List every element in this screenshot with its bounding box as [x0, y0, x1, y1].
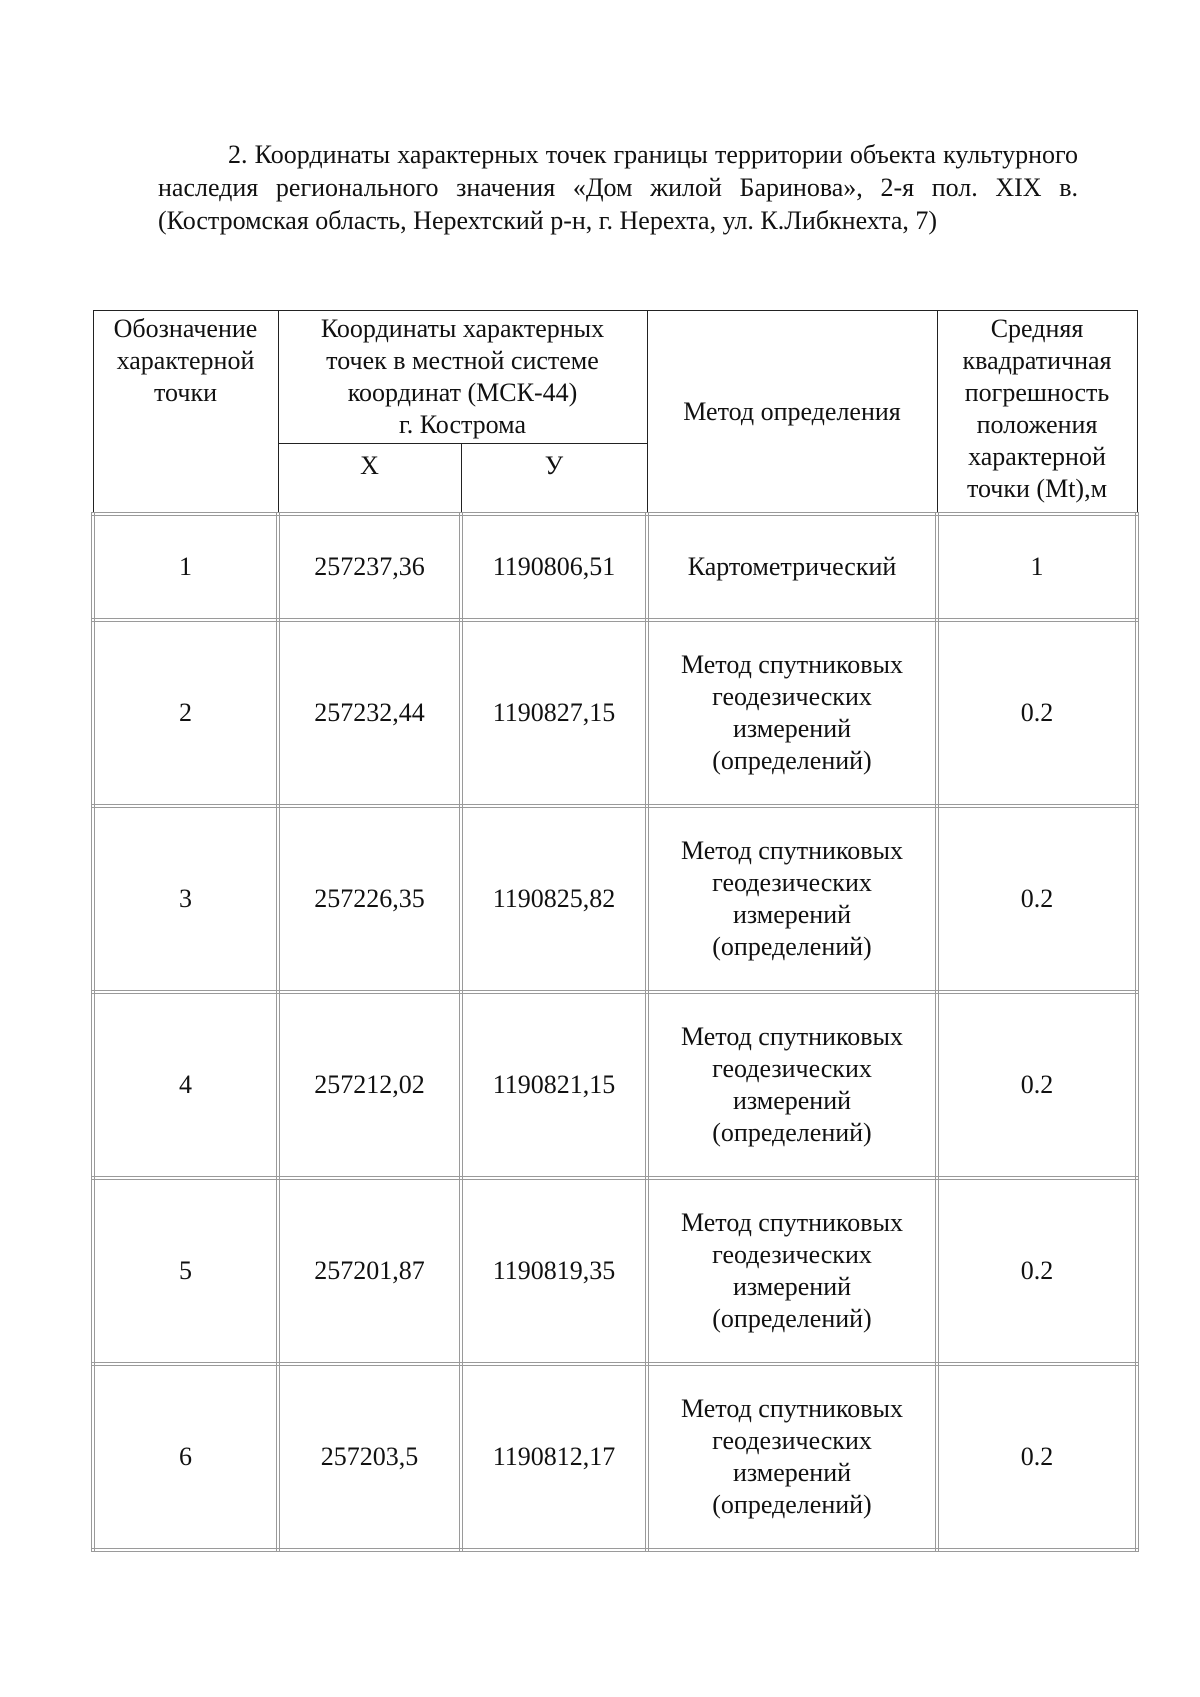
method-line: геодезических: [712, 868, 872, 897]
cell-y: 1190821,15: [461, 992, 647, 1178]
method-line: (определений): [712, 1304, 872, 1333]
header-point-line: характерной: [116, 346, 255, 375]
header-coordinates: [278, 311, 647, 444]
header-error-line: положения: [976, 410, 1098, 439]
method-line: измерений: [732, 1272, 852, 1301]
method-line: геодезических: [712, 1054, 872, 1083]
table-row: [93, 1364, 1137, 1550]
header-error-line: квадратичная: [962, 346, 1112, 375]
method-line: (определений): [712, 1490, 872, 1519]
header-coords-line: точек в местной системе: [326, 346, 599, 375]
cell-method: [647, 806, 937, 992]
cell-error: 0.2: [937, 1178, 1137, 1364]
cell-point: 2: [93, 620, 278, 806]
method-line: Метод спутниковых: [680, 1394, 903, 1423]
cell-x: 257203,5: [278, 1364, 461, 1550]
header-coords-line: г. Кострома: [399, 410, 526, 439]
method-line: измерений: [732, 1086, 852, 1115]
method-line: (определений): [712, 932, 872, 961]
cell-point: 5: [93, 1178, 278, 1364]
cell-x: 257237,36: [278, 514, 461, 620]
cell-y: 1190827,15: [461, 620, 647, 806]
cell-point: 6: [93, 1364, 278, 1550]
header-error-line: Средняя: [990, 314, 1084, 343]
table-row: [93, 1178, 1137, 1364]
header-error-line: погрешность: [964, 378, 1110, 407]
method-line: Метод спутниковых: [680, 1208, 903, 1237]
header-error-line: точки (Mt),м: [966, 474, 1108, 503]
cell-x: 257201,87: [278, 1178, 461, 1364]
method-line: Метод спутниковых: [680, 650, 903, 679]
cell-point: 3: [93, 806, 278, 992]
cell-method: [647, 1364, 937, 1550]
table-row: [93, 806, 1137, 992]
method-line: измерений: [732, 1458, 852, 1487]
method-line: Картометрический: [687, 552, 897, 581]
cell-error: 1: [937, 514, 1137, 620]
cell-error: 0.2: [937, 806, 1137, 992]
method-line: Метод спутниковых: [680, 836, 903, 865]
header-point-line: Обозначение: [113, 314, 258, 343]
cell-point: 4: [93, 992, 278, 1178]
header-error-line: характерной: [968, 442, 1106, 471]
method-line: измерений: [732, 714, 852, 743]
cell-y: 1190819,35: [461, 1178, 647, 1364]
method-line: геодезических: [712, 1426, 872, 1455]
header-x: Х: [278, 444, 461, 515]
cell-y: 1190825,82: [461, 806, 647, 992]
table-row: [93, 514, 1137, 620]
header-point-line: точки: [154, 378, 217, 407]
header-y: У: [461, 444, 647, 515]
cell-x: 257226,35: [278, 806, 461, 992]
table-row: [93, 992, 1137, 1178]
cell-y: 1190812,17: [461, 1364, 647, 1550]
table-header: [93, 311, 1137, 515]
cell-point: 1: [93, 514, 278, 620]
method-line: геодезических: [712, 1240, 872, 1269]
cell-method: [647, 992, 937, 1178]
header-coords-line: координат (МСК-44): [347, 378, 578, 407]
coordinates-table: [91, 310, 1139, 1552]
header-method: Метод определения: [647, 311, 937, 515]
method-line: (определений): [712, 1118, 872, 1147]
cell-x: 257232,44: [278, 620, 461, 806]
cell-y: 1190806,51: [461, 514, 647, 620]
method-line: геодезических: [712, 682, 872, 711]
header-point-designation: [93, 311, 278, 515]
method-line: (определений): [712, 746, 872, 775]
cell-x: 257212,02: [278, 992, 461, 1178]
table-row: [93, 620, 1137, 806]
method-line: измерений: [732, 900, 852, 929]
header-coords-line: Координаты характерных: [320, 314, 605, 343]
cell-error: 0.2: [937, 620, 1137, 806]
cell-method: [647, 1178, 937, 1364]
cell-error: 0.2: [937, 1364, 1137, 1550]
document-heading: 2. Координаты характерных точек границы территории объекта культурного наследия регионального значения «Дом жилой Баринова», 2-я пол. XIX в. (Костромская область, Нерехтский р-н, г. Нерехта, ул. К.Либкнехта, 7): [158, 140, 1078, 235]
header-mean-square-error: [937, 311, 1137, 515]
method-line: Метод спутниковых: [680, 1022, 903, 1051]
cell-method: [647, 514, 937, 620]
cell-method: [647, 620, 937, 806]
cell-error: 0.2: [937, 992, 1137, 1178]
